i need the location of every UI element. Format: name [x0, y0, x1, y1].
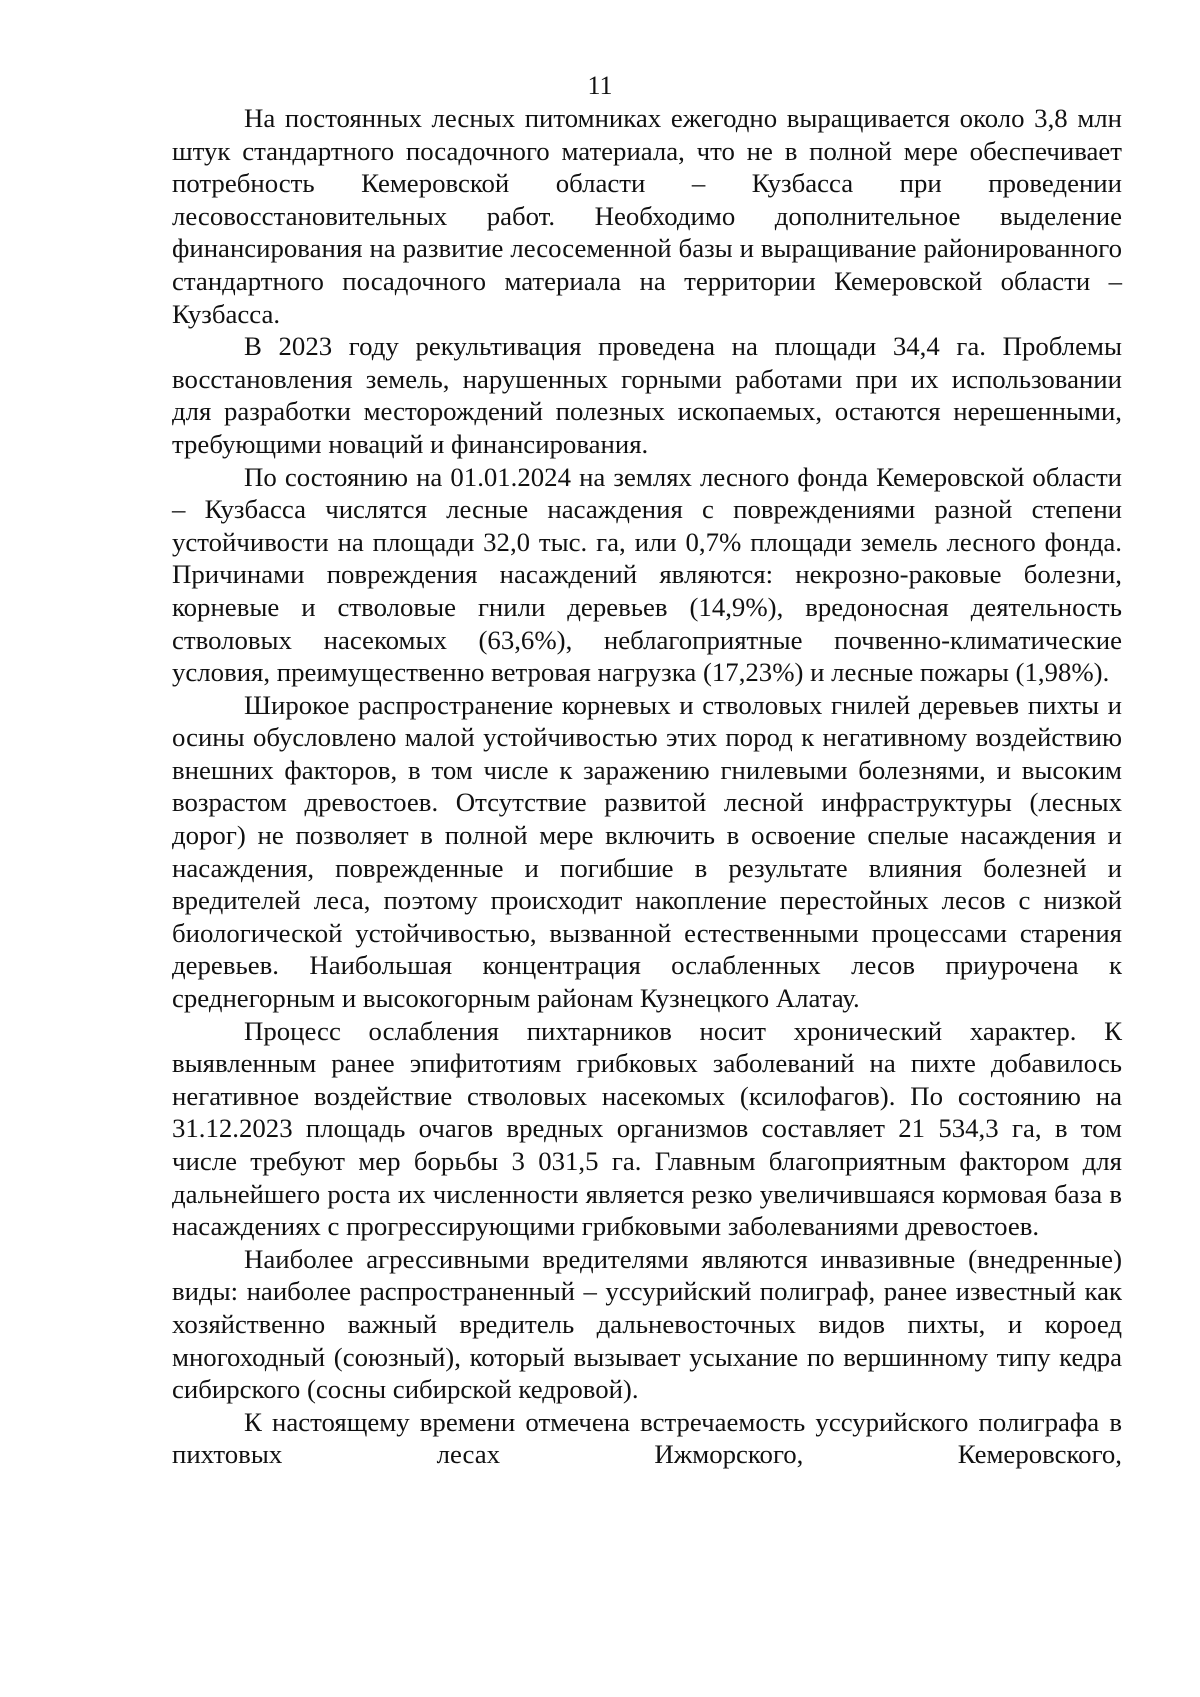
- page-number: 11: [587, 71, 613, 100]
- paragraph-invasive-pests: Наиболее агрессивными вредителями являются инвазивные (внедренные) виды: наиболее распространенный – уссурийский полиграф, ранее известный как хозяйственно важный вредитель дальневосточных видов пихты, и короед многоходный (союзный), который вызывает усыхание по вершинному типу кедра сибирского (сосны сибирской кедровой).: [172, 1243, 1122, 1405]
- paragraph-damaged-forests: По состоянию на 01.01.2024 на землях лесного фонда Кемеровской области – Кузбасса числятся лесные насаждения с повреждениями разной степени устойчивости на площади 32,0 тыс. га, или 0,7% площади земель лесного фонда. Причинами повреждения насаждений являются: некрозно-раковые болезни, корневые и стволовые гнили деревьев (14,9%), вредоносная деятельность стволовых насекомых (63,6%), неблагоприятные почвенно-климатические условия, преимущественно ветровая нагрузка (17,23%) и лесные пожары (1,98%).: [172, 461, 1122, 688]
- paragraph-fir-weakening: Процесс ослабления пихтарников носит хронический характер. К выявленным ранее эпифитотиям грибковых заболеваний на пихте добавилось негативное воздействие стволовых насекомых (ксилофагов). По состоянию на 31.12.2023 площадь очагов вредных организмов составляет 21 534,3 га, в том числе требуют мер борьбы 3 031,5 га. Главным благоприятным фактором для дальнейшего роста их численности является резко увеличившаяся кормовая база в насаждениях с прогрессирующими грибковыми заболеваниями древостоев.: [172, 1015, 1122, 1242]
- paragraph-polygraph-occurrence: К настоящему времени отмечена встречаемость уссурийского полиграфа в пихтовых лесах Ижморского, Кемеровского,: [172, 1406, 1122, 1470]
- paragraph-reclamation: В 2023 году рекультивация проведена на площади 34,4 га. Проблемы восстановления земель, нарушенных горными работами при их использовании для разработки месторождений полезных ископаемых, остаются нерешенными, требующими новаций и финансирования.: [172, 331, 1122, 459]
- document-body: [172, 102, 1122, 1471]
- paragraph-nurseries: На постоянных лесных питомниках ежегодно выращивается около 3,8 млн штук стандартного посадочного материала, что не в полной мере обеспечивает потребность Кемеровской области – Кузбасса при проведении лесовосстановительных работ. Необходимо дополнительное выделение финансирования на развитие лесосеменной базы и выращивание районированного стандартного посадочного материала на территории Кемеровской области – Кузбасса.: [172, 103, 1122, 329]
- paragraph-rot-spread: Широкое распространение корневых и стволовых гнилей деревьев пихты и осины обусловлено малой устойчивостью этих пород к негативному воздействию внешних факторов, в том числе к заражению гнилевыми болезнями, и высоким возрастом древостоев. Отсутствие развитой лесной инфраструктуры (лесных дорог) не позволяет в полной мере включить в освоение спелые насаждения и насаждения, поврежденные и погибшие в результате влияния болезней и вредителей леса, поэтому происходит накопление перестойных лесов с низкой биологической устойчивостью, вызванной естественными процессами старения деревьев. Наибольшая концентрация ослабленных лесов приурочена к среднегорным и высокогорным районам Кузнецкого Алатау.: [172, 689, 1122, 1014]
